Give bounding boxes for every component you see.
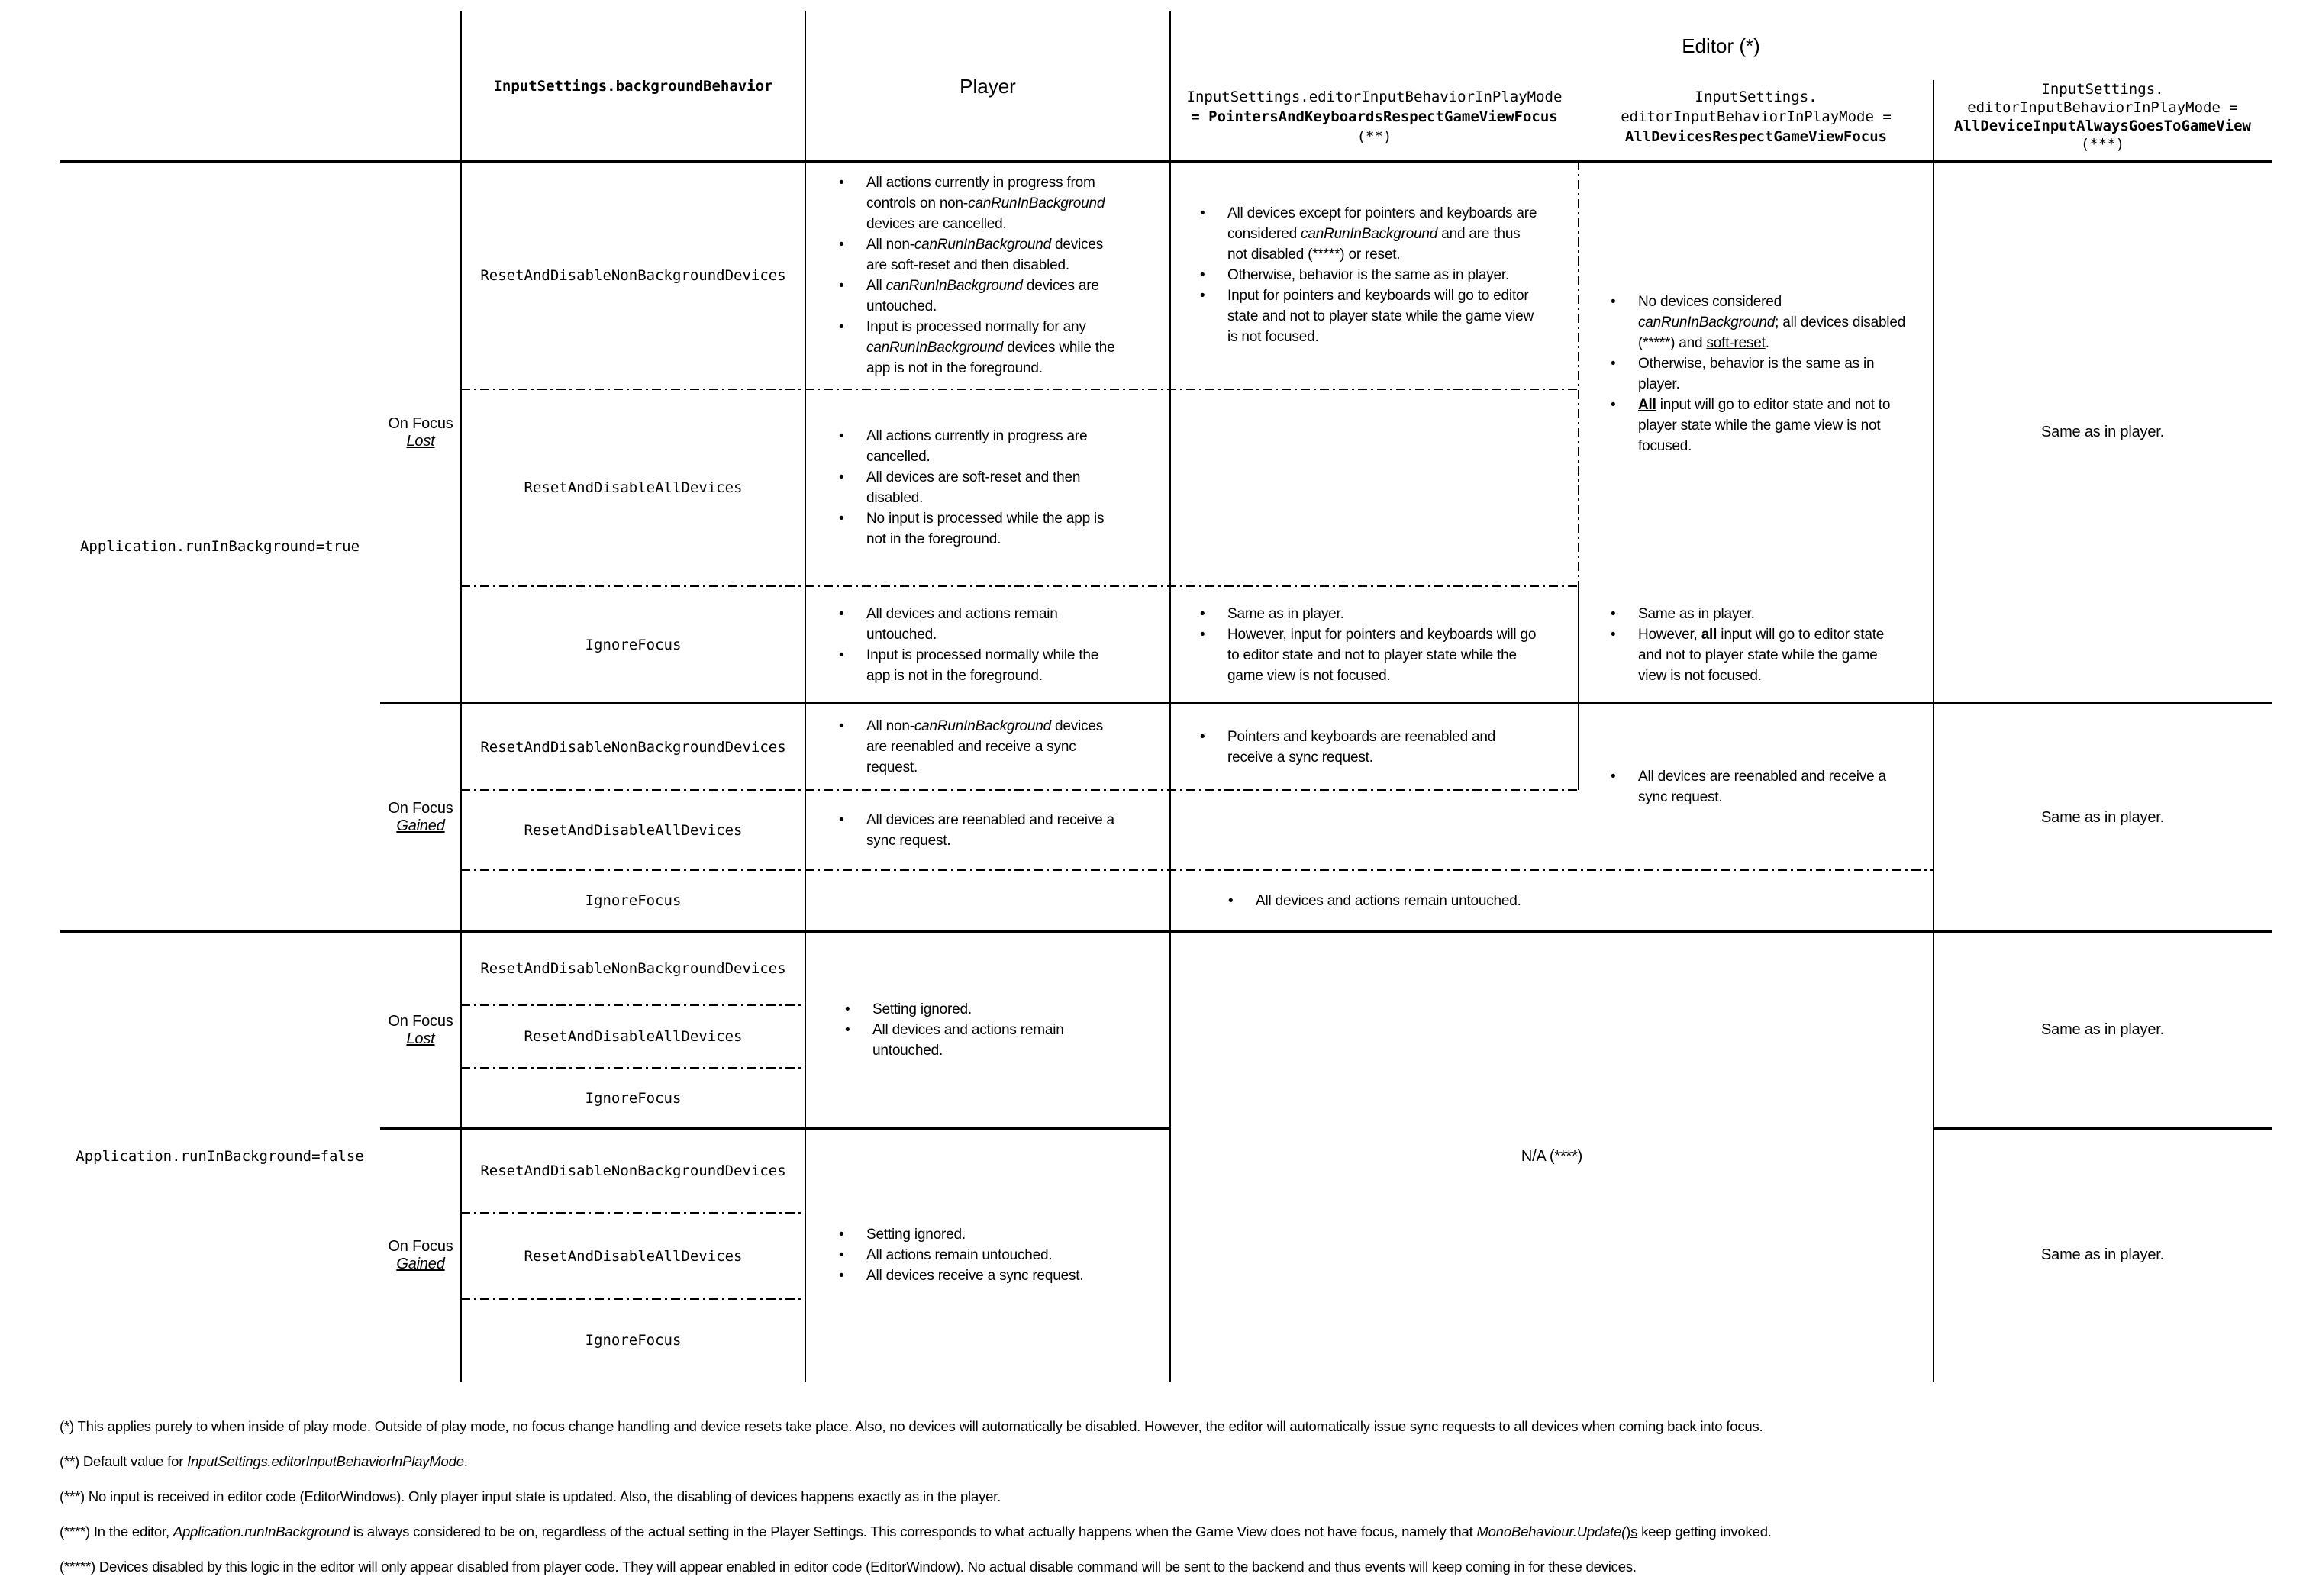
focus-label: On Focus: [388, 800, 453, 817]
cell-editor3-lost-same-as-player: Same as in player.: [2041, 424, 2164, 440]
row-group-focus-lost-false: [380, 931, 461, 1129]
row-label-ignore-focus: IgnoreFocus: [585, 637, 682, 653]
footnote: (**) Default value for InputSettings.editorInputBehaviorInPlayMode.: [60, 1453, 468, 1469]
footnotes: [60, 1418, 2273, 1594]
cell-gained-ignore-merged: [1227, 870, 1761, 931]
cell-editor3-false-lost-same-as-player: Same as in player.: [2041, 1021, 2164, 1038]
cell-editor3-gained-same-as-player: Same as in player.: [2041, 808, 2164, 826]
bullet-item: • No devices considered canRunInBackground; all devices disabled (*****) and soft-reset.: [1611, 293, 1906, 351]
focus-label: On Focus: [388, 1012, 453, 1030]
bullet-item: • Setting ignored.: [845, 1001, 972, 1017]
cell-editor2-lost-ignore: [1609, 586, 1907, 704]
bullet-item: • All devices except for pointers and keyboards are considered canRunInBackground and are thus not disabled (*****) or reset.: [1200, 205, 1537, 263]
row-label-ignore-focus: IgnoreFocus: [585, 892, 682, 909]
cell-player-gained-reset-all: [837, 790, 1121, 870]
bullet-item: • All devices are reenabled and receive a sync request.: [839, 811, 1114, 849]
bullet-item: • All actions remain untouched.: [839, 1247, 1053, 1263]
header-line: InputSettings.: [2041, 81, 2164, 98]
header-line: (***): [2080, 136, 2125, 153]
row-label-ignore-focus: IgnoreFocus: [585, 1090, 682, 1107]
cell-player-gained-reset-non-bg: [837, 704, 1121, 790]
header-line: = PointersAndKeyboardsRespectGameViewFocus: [1191, 108, 1558, 125]
footnote: (****) In the editor, Application.runInBackground is always considered to be on, regardless of the actual setting in the Player Settings. This corresponds to what actually happens when the Game View does not have focus, namely that MonoBehaviour.Update()s keep getting invoked.: [60, 1523, 1772, 1540]
cell-player-false-gained-merged: [837, 1129, 1121, 1382]
row-label-reset-all: ResetAndDisableAllDevices: [524, 479, 743, 496]
bullet-item: • All devices are reenabled and receive a sync request.: [1611, 769, 1886, 805]
bullet-item: • All actions currently in progress are cancelled.: [839, 428, 1088, 465]
bullet-item: • All devices are soft-reset and then disabled.: [839, 469, 1081, 506]
cell-editor1-lost-ignore: [1198, 586, 1542, 704]
cell-player-lost-ignore: [837, 586, 1121, 704]
focus-label-lost: Lost: [406, 1030, 435, 1047]
header-line: AllDeviceInputAlwaysGoesToGameView: [1954, 118, 2251, 134]
row-label-reset-all: ResetAndDisableAllDevices: [524, 1247, 743, 1265]
cell-player-false-lost-merged: [843, 931, 1127, 1129]
cell-player-lost-reset-all: [837, 389, 1121, 586]
row-label-ignore-focus: IgnoreFocus: [585, 1332, 682, 1349]
cell-editor2-gained-merged: [1609, 704, 1907, 870]
row-label-reset-all: ResetAndDisableAllDevices: [524, 821, 743, 839]
column-header-editor-group: Editor (*): [1682, 34, 1760, 57]
divider: [1578, 586, 1579, 790]
bullet-item: • No input is processed while the app is not in the foreground.: [839, 511, 1105, 547]
column-header-editor-all-devices-respect: [1586, 73, 1926, 161]
bullet-item: • Setting ignored.: [839, 1227, 966, 1243]
column-header-editor-pointers-keyboards: [1178, 73, 1571, 161]
cell-editor1-gained-reset-non-bg: [1198, 704, 1542, 790]
bullet-item: • However, all input will go to editor state and not to player state while the game view is not focused.: [1611, 627, 1885, 684]
bullet-item: • All devices and actions remain untouched.: [839, 606, 1058, 643]
bullet-item: • All non-canRunInBackground devices are soft-reset and then disabled.: [839, 236, 1104, 273]
bullet-item: • Pointers and keyboards are reenabled and receive a sync request.: [1200, 728, 1496, 766]
column-header-editor-always-goes-to-gameview: [1941, 73, 2264, 161]
row-label-reset-non-bg: ResetAndDisableNonBackgroundDevices: [480, 266, 786, 284]
row-label-reset-all: ResetAndDisableAllDevices: [524, 1028, 743, 1045]
column-header-player: Player: [960, 74, 1016, 98]
column-header-background-behavior: InputSettings.backgroundBehavior: [493, 78, 773, 95]
cell-editor-na: N/A (****): [1521, 1147, 1583, 1165]
header-line: editorInputBehaviorInPlayMode =: [1621, 108, 1892, 125]
cell-editor1-lost-reset-non-bg: [1198, 161, 1542, 389]
header-line: AllDevicesRespectGameViewFocus: [1624, 128, 1888, 145]
bullet-item: • Same as in player.: [1200, 606, 1344, 622]
row-label-reset-non-bg: ResetAndDisableNonBackgroundDevices: [480, 738, 786, 756]
cell-editor3-false-gained-same-as-player: Same as in player.: [2041, 1246, 2164, 1263]
focus-label: On Focus: [388, 1237, 453, 1255]
bullet-item: • All devices receive a sync request.: [839, 1268, 1084, 1284]
bullet-item: • All actions currently in progress from controls on non-canRunInBackground devices are cancelled.: [839, 174, 1105, 232]
bullet-item: • However, input for pointers and keyboards will go to editor state and not to player state while the game view is not focused.: [1200, 627, 1537, 684]
footnote: (*) This applies purely to when inside of play mode. Outside of play mode, no focus change handling and device resets take place. Also, no devices will automatically be disabled. However, the editor will automatically issue sync requests to all devices when coming back into focus.: [60, 1418, 1763, 1434]
bullet-item: • All non-canRunInBackground devices are reenabled and receive a sync request.: [839, 718, 1104, 775]
row-label-reset-non-bg: ResetAndDisableNonBackgroundDevices: [480, 1162, 786, 1179]
bullet-item: • All devices and actions remain untouched.: [1228, 892, 1521, 909]
row-group-focus-gained-false: [380, 1129, 461, 1382]
bullet-item: • All devices and actions remain untouched.: [845, 1022, 1064, 1059]
row-group-run-in-background-false: Application.runInBackground=false: [76, 1148, 364, 1165]
row-group-focus-lost-true: [380, 161, 461, 704]
bullet-item: • All canRunInBackground devices are untouched.: [839, 277, 1099, 314]
row-label-reset-non-bg: ResetAndDisableNonBackgroundDevices: [480, 959, 786, 977]
cell-editor2-lost-merged: [1609, 161, 1907, 586]
header-line: editorInputBehaviorInPlayMode =: [1967, 99, 2238, 116]
header-line: InputSettings.editorInputBehaviorInPlayMode: [1186, 89, 1563, 105]
divider: [1578, 161, 1579, 586]
focus-label-gained: Gained: [396, 817, 445, 834]
bullet-item: • Otherwise, behavior is the same as in player.: [1611, 355, 1875, 392]
row-group-run-in-background-true: Application.runInBackground=true: [79, 537, 360, 555]
bullet-item: • Input for pointers and keyboards will go to editor state and not to player state while the game view is not focused.: [1200, 288, 1534, 345]
bullet-item: • Input is processed normally for any canRunInBackground devices while the app is not in the foreground.: [839, 318, 1115, 376]
cell-player-lost-reset-non-bg: [837, 161, 1121, 389]
row-group-focus-gained-true: [380, 704, 461, 931]
focus-label: On Focus: [388, 414, 453, 432]
bullet-item: • Otherwise, behavior is the same as in player.: [1200, 267, 1510, 283]
bullet-item: • Input is processed normally while the app is not in the foreground.: [839, 647, 1099, 684]
footnote: (*****) Devices disabled by this logic in the editor will only appear disabled from player code. They will appear enabled in editor code (EditorWindow). No actual disable command will be sent to the backend and thus events will keep coming in for these devices.: [60, 1559, 1637, 1575]
footnote: (***) No input is received in editor code (EditorWindows). Only player input state is updated. Also, the disabling of devices happens exactly as in the player.: [60, 1488, 1001, 1504]
bullet-item: • Same as in player.: [1611, 606, 1755, 622]
focus-label-gained: Gained: [396, 1255, 445, 1272]
header-line: (**): [1356, 128, 1392, 145]
bullet-item: • All input will go to editor state and not to player state while the game view is not focused.: [1611, 396, 1891, 454]
header-line: InputSettings.: [1695, 89, 1817, 105]
focus-label-lost: Lost: [406, 432, 435, 450]
